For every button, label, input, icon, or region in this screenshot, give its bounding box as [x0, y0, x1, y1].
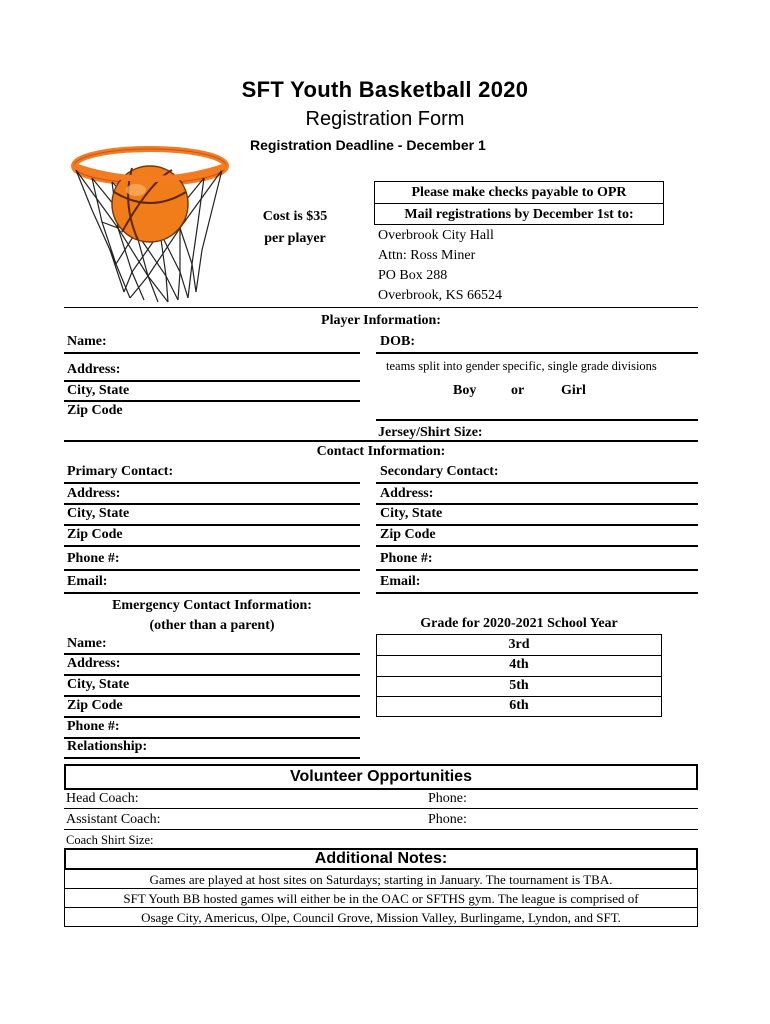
emergency-address-label: Address:	[67, 656, 121, 671]
cost-line-2: per player	[264, 231, 326, 246]
address-line: Overbrook, KS 66524	[378, 288, 503, 303]
primary-city-state-field[interactable]	[64, 524, 360, 526]
address-line: Attn: Ross Miner	[378, 248, 476, 263]
notes-body-box	[64, 869, 698, 927]
grade-option-5th[interactable]: 5th	[509, 678, 529, 693]
coach-shirt-size-label: Coach Shirt Size:	[66, 833, 154, 847]
division-note: teams split into gender specific, single grade divisions	[386, 359, 657, 373]
primary-contact-label: Primary Contact:	[67, 464, 174, 479]
emergency-address-field[interactable]	[64, 674, 360, 676]
player-name-label: Name:	[67, 334, 107, 349]
mail-by-text: Mail registrations by December 1st to:	[404, 207, 634, 222]
grade-option-6th[interactable]: 6th	[509, 698, 529, 713]
secondary-email-label: Email:	[380, 574, 421, 589]
head-coach-label: Head Coach:	[66, 791, 139, 806]
address-line: PO Box 288	[378, 268, 448, 283]
primary-city-state-label: City, State	[67, 506, 130, 521]
emergency-title-line-1: Emergency Contact Information:	[112, 598, 312, 613]
primary-zip-field[interactable]	[64, 545, 360, 547]
primary-contact-field[interactable]	[64, 482, 360, 484]
primary-address-label: Address:	[67, 486, 121, 501]
notes-title: Additional Notes:	[314, 850, 448, 867]
grade-title: Grade for 2020-2021 School Year	[420, 616, 618, 631]
player-name-field[interactable]	[64, 352, 360, 354]
grade-option-3rd[interactable]: 3rd	[508, 637, 530, 652]
cost-text	[255, 206, 335, 250]
secondary-address-field[interactable]	[376, 503, 698, 505]
primary-zip-label: Zip Code	[67, 527, 123, 542]
emergency-relationship-label: Relationship:	[67, 739, 148, 754]
jersey-size-label: Jersey/Shirt Size:	[378, 425, 483, 440]
secondary-city-state-label: City, State	[380, 506, 443, 521]
player-info-title: Player Information:	[321, 313, 441, 328]
registration-deadline	[250, 137, 486, 153]
notes-title-box	[64, 848, 698, 870]
volunteer-title: Volunteer Opportunities	[290, 768, 472, 785]
basketball-hoop-image	[62, 142, 240, 304]
player-zip-label: Zip Code	[67, 403, 123, 418]
emergency-zip-field[interactable]	[64, 716, 360, 718]
player-address-label: Address:	[67, 362, 121, 377]
head-coach-phone-label: Phone:	[428, 791, 467, 806]
mailing-address	[378, 226, 502, 306]
emergency-contact-title	[64, 596, 360, 636]
secondary-zip-field[interactable]	[376, 545, 698, 547]
secondary-phone-label: Phone #:	[380, 551, 433, 566]
grade-option-4th[interactable]: 4th	[509, 657, 529, 672]
gender-field[interactable]	[376, 419, 698, 421]
secondary-contact-field[interactable]	[376, 482, 698, 484]
emergency-phone-label: Phone #:	[67, 719, 120, 734]
gender-or-text: or	[511, 383, 525, 398]
volunteer-title-box	[64, 764, 698, 790]
secondary-email-field[interactable]	[376, 592, 698, 594]
player-dob-field[interactable]	[376, 352, 698, 354]
contact-info-title: Contact Information:	[316, 444, 446, 459]
player-dob-label: DOB:	[380, 334, 415, 349]
player-address-field[interactable]	[64, 380, 360, 382]
secondary-contact-label: Secondary Contact:	[380, 464, 499, 479]
checks-payable-text: Please make checks payable to OPR	[411, 185, 627, 200]
assistant-coach-phone-label: Phone:	[428, 812, 467, 827]
player-city-state-field[interactable]	[64, 400, 360, 402]
secondary-city-state-field[interactable]	[376, 524, 698, 526]
gender-girl-option[interactable]: Girl	[561, 383, 586, 398]
notes-line-1: Games are played at host sites on Saturdays; starting in January. The tournament is TBA.	[149, 872, 613, 887]
secondary-phone-field[interactable]	[376, 569, 698, 571]
emergency-city-state-label: City, State	[67, 677, 130, 692]
assistant-coach-field[interactable]	[64, 829, 698, 830]
primary-phone-label: Phone #:	[67, 551, 120, 566]
primary-phone-field[interactable]	[64, 569, 360, 571]
emergency-city-state-field[interactable]	[64, 695, 360, 697]
emergency-name-label: Name:	[67, 636, 107, 651]
emergency-name-field[interactable]	[64, 653, 360, 655]
primary-address-field[interactable]	[64, 503, 360, 505]
page-subtitle: Registration Form	[305, 108, 465, 130]
deadline-value: December 1	[406, 137, 486, 153]
emergency-title-line-2: (other than a parent)	[149, 618, 275, 633]
emergency-zip-label: Zip Code	[67, 698, 123, 713]
assistant-coach-label: Assistant Coach:	[66, 812, 161, 827]
emergency-relationship-field[interactable]	[64, 757, 360, 759]
notes-line-2: SFT Youth BB hosted games will either be in the OAC or SFTHS gym. The league is comprised of	[123, 891, 639, 906]
grade-options-table	[376, 634, 662, 717]
cost-line-1: Cost is $35	[262, 209, 328, 224]
head-coach-field[interactable]	[64, 808, 698, 809]
page-title: SFT Youth Basketball 2020	[241, 77, 529, 102]
payment-instructions-box	[374, 181, 664, 225]
player-city-state-label: City, State	[67, 383, 130, 398]
secondary-address-label: Address:	[380, 486, 434, 501]
deadline-label: Registration Deadline -	[250, 137, 407, 153]
gender-boy-option[interactable]: Boy	[453, 383, 477, 398]
address-line: Overbrook City Hall	[378, 228, 494, 243]
primary-email-label: Email:	[67, 574, 108, 589]
primary-email-field[interactable]	[64, 592, 360, 594]
notes-line-3: Osage City, Americus, Olpe, Council Grove, Mission Valley, Burlingame, Lyndon, and SFT.	[141, 910, 621, 925]
secondary-zip-label: Zip Code	[380, 527, 436, 542]
